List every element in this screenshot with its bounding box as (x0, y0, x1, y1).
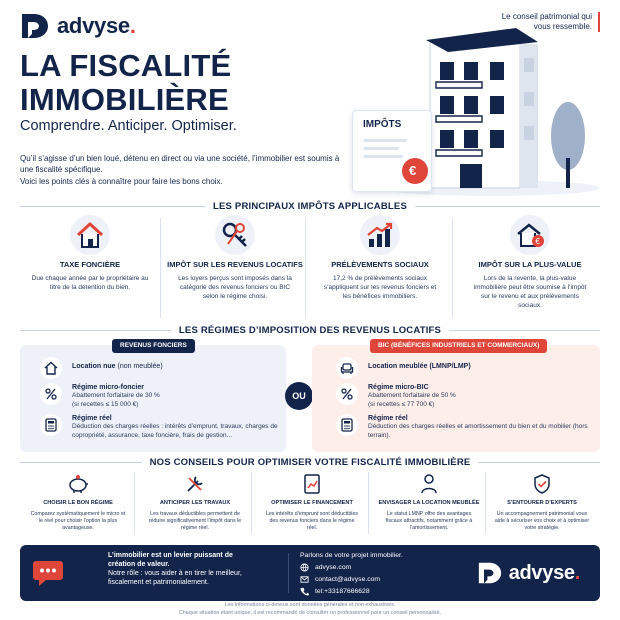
regime-desc: Abattement forfaitaire de 30 % (si recettes ≤ 15 000 €) (72, 392, 160, 408)
globe-icon (300, 563, 309, 572)
tax-desc: 17,2 % de prélèvements sociaux s’appliquent sur les revenus fonciers et les bénéfices immobiliers. (323, 274, 437, 300)
tip-desc: Comparez systématiquement le micro et le réel pour choisir l’option la plus avantageuse. (30, 511, 126, 531)
advyse-mark-icon (20, 12, 50, 40)
tip-card-travaux (137, 472, 253, 532)
contact-info (300, 551, 403, 596)
tax-card-fonciere (20, 215, 160, 292)
band-message-strong: L’immobilier est un levier puissant de création de valeur. (108, 552, 233, 568)
document-lines-icon (353, 111, 433, 193)
tax-card-revenus-locatifs (165, 215, 305, 301)
tip-name: CHOISIR LE BON RÉGIME (43, 500, 113, 506)
chat-bubble-icon (32, 557, 66, 589)
regime-row (40, 383, 160, 409)
regime-row (40, 357, 163, 379)
document-chart-icon (302, 473, 322, 495)
tips-heading: NOS CONSEILS POUR OPTIMISER VOTRE FISCALITÉ IMMOBILIÈRE (20, 457, 600, 468)
contact-band (20, 545, 600, 601)
impots-document (352, 110, 432, 192)
phone-icon (300, 587, 309, 596)
tip-desc: Le statut LMNP offre des avantages fiscaux attractifs, notamment grâce à l’amortissement. (385, 511, 473, 531)
tip-desc: Les travaux déductibles permettent de réduire significativement l’impôt dans le régime réel. (148, 511, 242, 531)
person-icon (419, 473, 439, 495)
regime-desc: Abattement forfaitaire de 50 % (si recettes ≤ 77 700 €) (368, 392, 456, 408)
page-title-line2: IMMOBILIÈRE (20, 82, 229, 117)
or-badge: OU (285, 382, 313, 410)
brand-name: advyse. (57, 13, 136, 38)
regime-panel-revenus-fonciers (20, 342, 286, 452)
contact-phone[interactable]: tel:+33187666628 (300, 587, 403, 596)
tax-desc: Due chaque année par le propriétaire au titre de la détention du bien. (31, 274, 149, 291)
regime-title: Régime réel (72, 415, 112, 422)
regime-desc: Déduction des charges réelles : intérêts d’emprunt, travaux, charges de copropriété, assurance, taxe foncière, frais de gestion... (72, 423, 278, 439)
tax-desc: Les loyers perçus sont imposés dans la catégorie des revenus fonciers ou BIC selon le régime choisi. (178, 274, 292, 300)
disclaimer: Les informations ci-dessus sont données générales et non exhaustives. Chaque situation étant unique, il est recommandé de consulter un professionnel pour un conseil personnalisé. (178, 602, 442, 616)
tax-card-plus-value (460, 215, 600, 310)
percent-icon (44, 387, 58, 401)
tax-name: TAXE FONCIÈRE (59, 260, 121, 269)
calculator-icon (340, 418, 354, 432)
percent-icon (340, 387, 354, 401)
contact-email[interactable]: contact@advyse.com (300, 575, 403, 584)
shield-check-icon (532, 473, 552, 495)
tip-card-location-meublee (371, 472, 487, 532)
mail-icon (300, 575, 309, 584)
regimes-heading: LES RÉGIMES D’IMPOSITION DES REVENUS LOCATIFS (20, 325, 600, 336)
svg-text:€: € (535, 237, 541, 246)
tip-name: ANTICIPER LES TRAVAUX (159, 500, 231, 506)
footer-brand-name: advyse. (508, 561, 580, 584)
regime-title: Régime micro-BIC (368, 384, 429, 391)
chart-rising-icon (365, 221, 395, 249)
intro-line-2: Voici les points clés à connaître pour faire les bons choix. (20, 177, 223, 186)
tip-card-financement (254, 472, 370, 532)
tools-icon (184, 473, 206, 495)
tax-name: PRÉLÈVEMENTS SOCIAUX (331, 260, 429, 269)
keys-icon (220, 220, 250, 250)
regime-row (336, 383, 456, 409)
taxes-heading: LES PRINCIPAUX IMPÔTS APPLICABLES (20, 201, 600, 212)
tip-name: OPTIMISER LE FINANCEMENT (271, 500, 353, 506)
tip-card-regime (20, 472, 136, 532)
intro-text (20, 153, 340, 188)
tip-desc: Les intérêts d’emprunt sont déductibles des revenus fonciers dans le régime réel. (265, 511, 359, 531)
page-title-line1: LA FISCALITÉ (20, 48, 232, 83)
footer-brand-logo (477, 561, 580, 585)
page-subtitle: Comprendre. Anticiper. Optimiser. (20, 118, 237, 134)
regime-title: Location meublée (LMNP/LMP) (368, 363, 471, 370)
tax-desc: Lors de la revente, la plus-value immobilière peut être soumise à l’impôt sur le revenu et aux prélèvements sociaux. (473, 274, 587, 309)
regime-title: Régime micro-foncier (72, 384, 144, 391)
tip-name: ENVISAGER LA LOCATION MEUBLÉE (378, 500, 480, 506)
calculator-icon (44, 418, 58, 432)
impots-label: IMPÔTS (363, 119, 402, 130)
regime-row (336, 357, 471, 379)
contact-heading: Parlons de votre projet immobilier. (300, 552, 403, 559)
house-outline-icon (44, 361, 58, 375)
armchair-icon (340, 361, 354, 375)
regime-panel-bic (312, 342, 600, 452)
band-message-body: Notre rôle : vous aider à en tirer le meilleur, fiscalement et patrimonialement. (108, 570, 242, 586)
tax-name: IMPÔT SUR LA PLUS-VALUE (478, 260, 582, 269)
intro-line-1: Qu’il s’agisse d’un bien loué, détenu en direct ou via une société, l’immobilier est soumis à une fiscalité spécifique. (20, 154, 340, 174)
tip-desc: Un accompagnement patrimonial vous aide à sécuriser vos choix et à optimiser votre stratégie. (494, 511, 590, 531)
euro-coin-icon: € (409, 163, 417, 178)
regime-row (336, 414, 588, 440)
regime-row (40, 414, 282, 440)
regime-title: Régime réel (368, 415, 408, 422)
regime-label-left: REVENUS FONCIERS (112, 339, 195, 353)
band-message (108, 551, 258, 587)
tax-name: IMPÔT SUR LES REVENUS LOCATIFS (167, 260, 303, 269)
tip-card-experts (484, 472, 600, 532)
regime-desc: Déduction des charges réelles et amortissement du bien et du mobilier (hors terrain). (368, 423, 588, 439)
tip-name: S’ENTOURER D’EXPERTS (507, 500, 577, 506)
house-euro-icon (515, 221, 545, 249)
tax-card-prelevements (310, 215, 450, 301)
piggy-bank-icon (66, 474, 90, 494)
advyse-mark-icon (477, 561, 503, 585)
regime-title: Location nue (non meublée) (72, 363, 163, 370)
brand-tagline: Le conseil patrimonial qui vous ressemble. (500, 12, 600, 32)
brand-logo (20, 12, 136, 40)
house-icon (75, 221, 105, 249)
regime-label-right: BIC (BÉNÉFICES INDUSTRIELS ET COMMERCIAUX) (370, 339, 547, 353)
contact-website[interactable]: advyse.com (300, 563, 403, 572)
